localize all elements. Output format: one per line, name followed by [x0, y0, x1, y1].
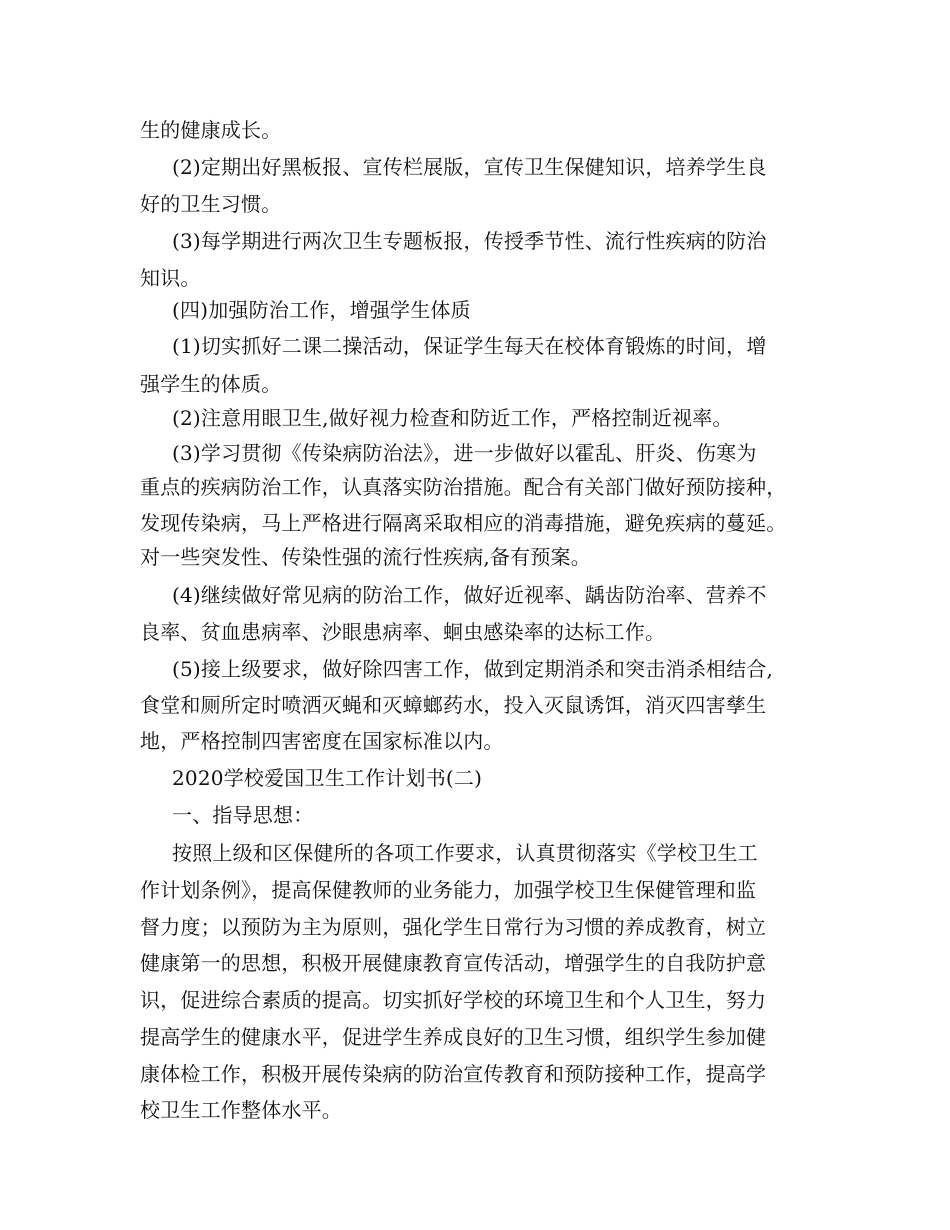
text-line: 校卫生工作整体水平。: [140, 1098, 342, 1122]
text-line: 识，促进综合素质的提高。切实抓好学校的环境卫生和个人卫生，努力: [140, 988, 767, 1012]
section-heading: (四)加强防治工作，增强学生体质: [172, 298, 471, 322]
text-line: (5)接上级要求，做好除四害工作，做到定期消杀和突击消杀相结合,: [172, 657, 774, 681]
text-line: 督力度；以预防为主为原则，强化学生日常行为习惯的养成教育，树立: [140, 915, 767, 939]
text-line: (2)定期出好黑板报、宣传栏展版，宣传卫生保健知识，培养学生良: [172, 155, 767, 179]
text-line: 地，严格控制四害密度在国家标准以内。: [140, 729, 504, 753]
text-line: (1)切实抓好二课二操活动，保证学生每天在校体育锻炼的时间，增: [172, 334, 767, 358]
text-line: (4)继续做好常见病的防治工作，做好近视率、龋齿防治率、营养不: [172, 583, 767, 607]
text-line: 重点的疾病防治工作，认真落实防治措施。配合有关部门做好预防接种，: [140, 475, 787, 499]
text-line: 康体检工作，积极开展传染病的防治宣传教育和预防接种工作，提高学: [140, 1062, 767, 1086]
text-line: (2)注意用眼卫生,做好视力检查和防近工作，严格控制近视率。: [172, 406, 733, 430]
text-line: 良率、贫血患病率、沙眼患病率、蛔虫感染率的达标工作。: [140, 620, 666, 644]
text-line: 食堂和厕所定时喷洒灭蝇和灭蟑螂药水，投入灭鼠诱饵，消灭四害孳生: [140, 693, 767, 717]
text-line: 发现传染病，马上严格进行隔离采取相应的消毒措施，避免疾病的蔓延。: [140, 511, 787, 535]
text-line: 作计划条例》，提高保健教师的业务能力，加强学校卫生保健管理和监: [140, 878, 757, 902]
text-line: (3)每学期进行两次卫生专题板报，传授季节性、流行性疾病的防治: [172, 229, 767, 253]
text-line: 生的健康成长。: [140, 118, 282, 142]
text-line: 提高学生的健康水平，促进学生养成良好的卫生习惯，组织学生参加健: [140, 1025, 767, 1049]
text-line: 强学生的体质。: [140, 372, 282, 396]
text-line: 好的卫生习惯。: [140, 192, 282, 216]
text-line: 对一些突发性、传染性强的流行性疾病,备有预案。: [140, 545, 591, 569]
section-heading: 一、指导思想：: [172, 803, 314, 827]
document-title: 2020学校爱国卫生工作计划书(二): [172, 766, 483, 790]
text-line: 按照上级和区保健所的各项工作要求，认真贯彻落实《学校卫生工: [172, 841, 758, 865]
text-line: (3)学习贯彻《传染病防治法》，进一步做好以霍乱、肝炎、伤寒为: [172, 441, 757, 465]
text-line: 健康第一的思想，积极开展健康教育宣传活动，增强学生的自我防护意: [140, 951, 767, 975]
text-line: 知识。: [140, 266, 201, 290]
